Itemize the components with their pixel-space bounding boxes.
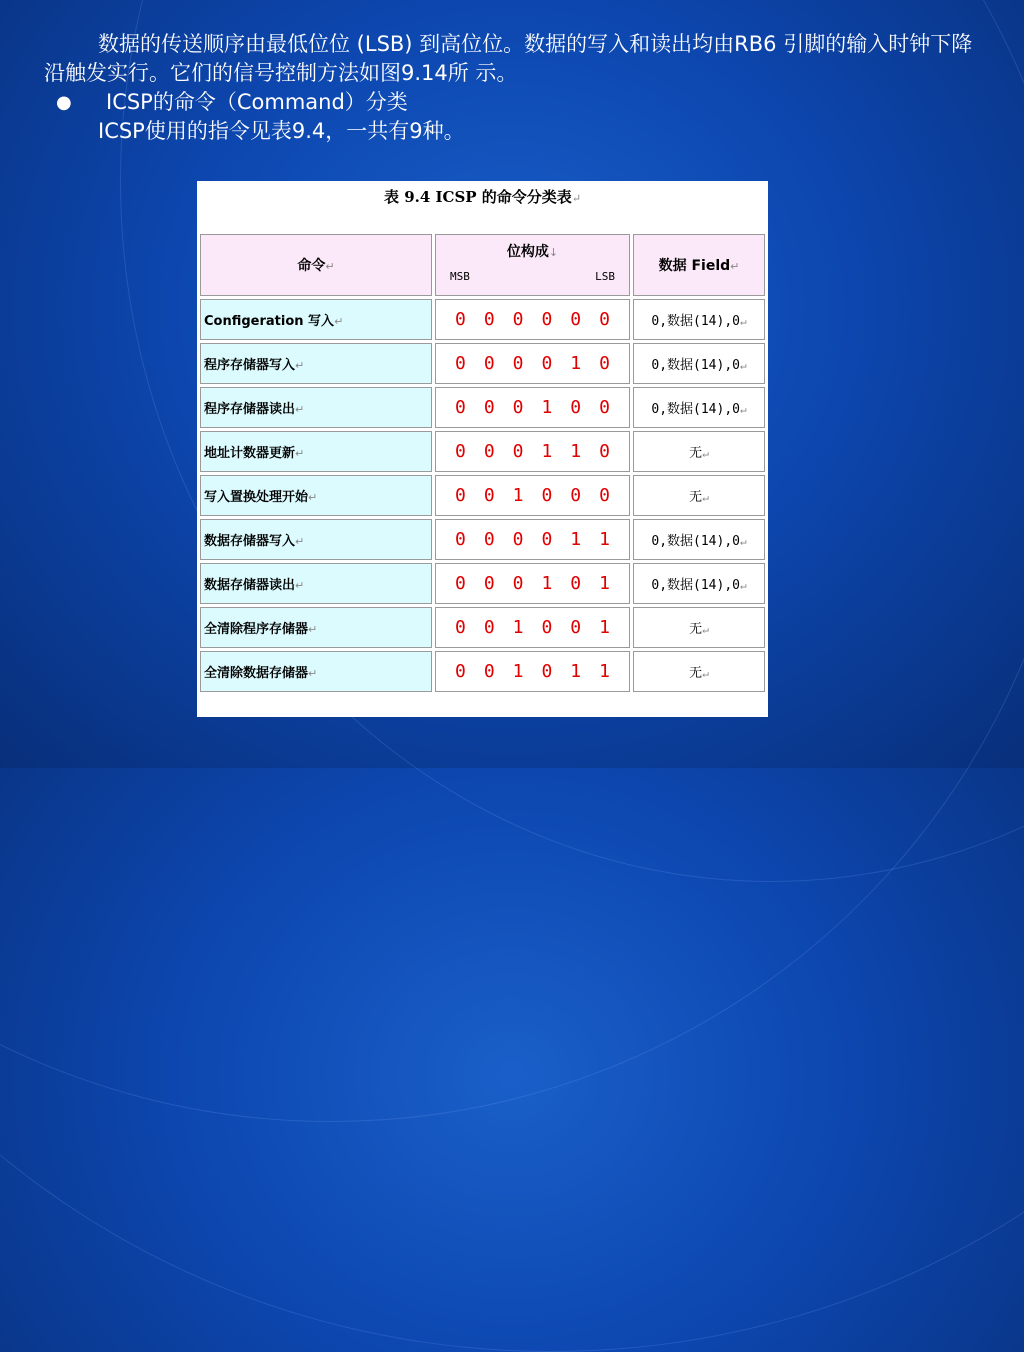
header-field: 数据 Field↵	[633, 234, 765, 296]
bit-value: 0	[483, 397, 495, 418]
bit-value: 0	[454, 353, 466, 374]
bit-value: 0	[454, 397, 466, 418]
table-row	[200, 563, 765, 604]
bit-value: 1	[541, 441, 553, 462]
field-cell	[633, 475, 765, 516]
command-text: 全清除程序存储器	[204, 622, 309, 637]
table-caption-text: 表 9.4 ICSP 的命令分类表	[383, 188, 572, 206]
command-text: 地址计数器更新	[204, 446, 296, 461]
table-header-row	[200, 234, 765, 296]
bit-value: 0	[599, 397, 610, 418]
field-cell	[633, 343, 765, 384]
return-mark: ↵	[702, 447, 709, 460]
bit-value: 0	[483, 617, 495, 638]
return-mark: ↵	[740, 579, 747, 592]
return-mark: ↵	[740, 535, 747, 548]
bit-value: 1	[599, 661, 610, 682]
sub-paragraph: ICSP使用的指令见表9.4，一共有9种。	[98, 119, 465, 143]
field-cell	[633, 607, 765, 648]
return-mark: ↵	[295, 579, 305, 592]
table-row	[200, 607, 765, 648]
field-text: 无	[689, 490, 703, 505]
table-caption	[197, 181, 768, 231]
table-row	[200, 431, 765, 472]
bits-cell	[435, 387, 630, 428]
icsp-table-image	[197, 181, 768, 717]
bit-value: 1	[512, 485, 524, 506]
slide-text	[44, 30, 974, 146]
icsp-command-table	[197, 231, 768, 695]
field-cell	[633, 299, 765, 340]
bit-value: 0	[541, 529, 553, 550]
field-cell	[633, 563, 765, 604]
field-text: 0,数据(14),0	[651, 534, 740, 549]
bit-value: 0	[541, 661, 553, 682]
field-text: 无	[689, 446, 703, 461]
field-text: 无	[689, 622, 703, 637]
bit-value: 0	[483, 661, 495, 682]
bit-value: 0	[512, 309, 524, 330]
bit-value: 0	[483, 309, 495, 330]
command-text: Configeration 写入	[204, 314, 335, 329]
return-mark: ↵	[334, 315, 344, 328]
return-mark: ↵	[308, 623, 318, 636]
bit-value: 0	[454, 573, 466, 594]
bit-value: 0	[570, 617, 582, 638]
return-mark: ↵	[295, 359, 305, 372]
bit-value: 0	[512, 441, 524, 462]
bit-value: 0	[483, 441, 495, 462]
command-text: 全清除数据存储器	[204, 666, 309, 681]
field-text: 0,数据(14),0	[651, 358, 740, 373]
command-cell	[200, 563, 432, 604]
bit-value: 0	[512, 397, 524, 418]
bits-cell	[435, 431, 630, 472]
bit-value: 0	[483, 529, 495, 550]
header-bits: 位构成↓ MSB LSB	[435, 234, 630, 296]
bit-value: 0	[454, 309, 466, 330]
bits-cell	[435, 563, 630, 604]
field-text: 0,数据(14),0	[651, 314, 740, 329]
command-cell	[200, 651, 432, 692]
bit-value: 0	[512, 529, 524, 550]
bits-cell	[435, 475, 630, 516]
command-text: 数据存储器写入	[204, 534, 296, 549]
bits-cell	[435, 299, 630, 340]
return-mark: ↵	[295, 403, 305, 416]
return-mark: ↵	[295, 535, 305, 548]
lsb-label: LSB	[595, 270, 615, 283]
bit-value: 0	[483, 485, 495, 506]
bit-value: 0	[454, 441, 466, 462]
return-mark: ↵	[740, 403, 747, 416]
return-mark: ↵	[702, 623, 709, 636]
bit-value: 0	[483, 353, 495, 374]
bullet-text: ICSP的命令（Command）分类	[106, 90, 408, 114]
bullet-line	[44, 88, 974, 117]
bit-value: 1	[570, 441, 582, 462]
bit-value: 1	[599, 529, 610, 550]
bit-value: 0	[541, 353, 553, 374]
command-text: 数据存储器读出	[204, 578, 296, 593]
bit-value: 0	[599, 441, 610, 462]
bit-value: 1	[512, 617, 524, 638]
bits-cell	[435, 651, 630, 692]
table-row	[200, 387, 765, 428]
bit-value: 0	[570, 573, 582, 594]
bit-value: 0	[454, 617, 466, 638]
bit-value: 1	[599, 573, 610, 594]
paragraph-1: 数据的传送顺序由最低位位 (LSB) 到高位位。数据的写入和读出均由RB6 引脚的输入时钟下降沿触发实行。它们的信号控制方法如图9.14所 示。	[44, 32, 973, 85]
return-mark: ↵	[295, 447, 305, 460]
command-text: 程序存储器写入	[204, 358, 296, 373]
bit-value: 1	[541, 573, 553, 594]
table-row	[200, 475, 765, 516]
command-cell	[200, 299, 432, 340]
return-mark: ↵	[740, 315, 747, 328]
command-cell	[200, 607, 432, 648]
command-cell	[200, 343, 432, 384]
header-command: 命令↵	[200, 234, 432, 296]
bit-value: 0	[541, 309, 553, 330]
bit-value: 0	[599, 485, 610, 506]
bit-value: 0	[512, 573, 524, 594]
bits-cell	[435, 607, 630, 648]
field-text: 0,数据(14),0	[651, 578, 740, 593]
return-mark: ↵	[308, 491, 318, 504]
command-text: 程序存储器读出	[204, 402, 296, 417]
bit-value: 0	[454, 485, 466, 506]
command-cell	[200, 387, 432, 428]
bullet-icon: ●	[56, 92, 72, 113]
return-mark: ↵	[308, 667, 318, 680]
field-cell	[633, 519, 765, 560]
field-cell	[633, 651, 765, 692]
bit-value: 1	[570, 661, 582, 682]
bit-value: 0	[570, 397, 582, 418]
command-text: 写入置换处理开始	[204, 490, 309, 505]
table-row	[200, 343, 765, 384]
field-text: 无	[689, 666, 703, 681]
return-mark: ↵	[571, 192, 582, 205]
bit-value: 1	[599, 617, 610, 638]
field-cell	[633, 431, 765, 472]
table-row	[200, 651, 765, 692]
bits-cell	[435, 519, 630, 560]
bit-value: 1	[541, 397, 553, 418]
bit-value: 1	[570, 353, 582, 374]
return-mark: ↵	[740, 359, 747, 372]
bit-value: 1	[570, 529, 582, 550]
bit-value: 0	[483, 573, 495, 594]
command-cell	[200, 475, 432, 516]
table-row	[200, 299, 765, 340]
bit-value: 0	[541, 485, 553, 506]
bit-value: 1	[512, 661, 524, 682]
bit-value: 0	[454, 529, 466, 550]
bit-value: 0	[599, 309, 610, 330]
bit-value: 0	[512, 353, 524, 374]
command-cell	[200, 519, 432, 560]
msb-label: MSB	[450, 270, 470, 283]
command-cell	[200, 431, 432, 472]
return-mark: ↵	[702, 667, 709, 680]
field-cell	[633, 387, 765, 428]
table-row	[200, 519, 765, 560]
bit-value: 0	[599, 353, 610, 374]
bit-value: 0	[454, 661, 466, 682]
bits-cell	[435, 343, 630, 384]
bit-value: 0	[570, 309, 582, 330]
bit-value: 0	[541, 617, 553, 638]
field-text: 0,数据(14),0	[651, 402, 740, 417]
return-mark: ↵	[702, 491, 709, 504]
bit-value: 0	[570, 485, 582, 506]
